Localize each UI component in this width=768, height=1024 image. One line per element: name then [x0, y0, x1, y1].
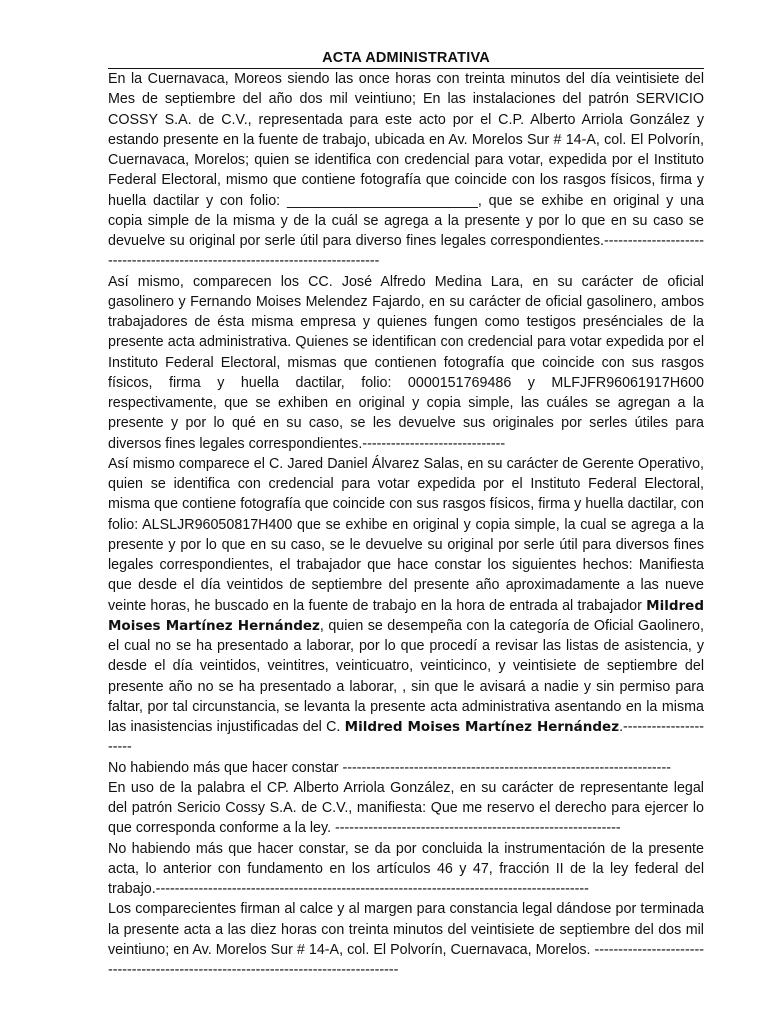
- worker-name: Mildred Moises Martínez Hernández: [344, 719, 620, 735]
- facts-text-before: Así mismo comparece el C. Jared Daniel Álvarez Salas, en su carácter de Gerente Operativo, quien se identifica con credencial para votar expedida por el Instituto Federal Electoral, misma que contiene fotografía que coincide con sus rasgos físicos, firma y huella dactilar, con folio: ALSLJR96050817H400 que se exhibe en original y copia simple, la cual se agrega a la presente y por lo que en su caso, se le devuelve su original por serle útil para diversos fines legales correspondientes, el trabajador que hace constar los siguientes hechos: Manifiesta que desde el día veintidos de septiembre del presente año aproximadamente a las nueve veinte horas, he buscado en la fuente de trabajo en la hora de entrada al trabajador: [108, 455, 704, 614]
- paragraph-nothing-more: No habiendo más que hacer constar ---------------------------------------------------------------------: [108, 759, 671, 776]
- worker-name: Mildred Moises Martínez Hernández: [108, 597, 704, 634]
- paragraph-facts: [108, 454, 704, 758]
- paragraph-witnesses: Así mismo, comparecen los CC. José Alfredo Medina Lara, en su carácter de oficial gasolinero y Fernando Moises Melendez Fajardo, en su carácter de oficial gasolinero, ambos trabajadores de ésta misma empresa y quienes fungen como testigos presénciales de la presente acta administrativa. Quienes se identifican con credencial para votar expedida por el Instituto Federal Electoral, mismas que contienen fotografía que coincide con sus rasgos físicos, firma y huella dactilar, folio: 0000151769486 y MLFJFR96061917H600 respectivamente, que se exhiben en original y copia simple, las cuáles se agregan a la presente y por lo qué en su caso, se les devuelve sus originales por serles útiles para diversos fines legales correspondientes.------------------------------: [108, 273, 704, 452]
- paragraph-conclusion: No habiendo más que hacer constar, se da por concluida la instrumentación de la presente acta, lo anterior con fundamento en los artículos 46 y 47, fracción II de la ley federal del trabajo.-------------------------------------------------------------------------------------------: [108, 840, 704, 897]
- paragraph-signatures: Los comparecientes firman al calce y al margen para constancia legal dándose por terminada la presente acta a las diez horas con treinta minutos del veintisiete de septiembre del dos mil veintiuno; en Av. Morelos Sur # 14-A, col. El Polvorín, Cuernavaca, Morelos. ------------------------------------------------------------------------------------: [108, 901, 704, 978]
- facts-text-after: .----------------------: [108, 719, 704, 756]
- facts-text-middle: , quien se desempeña con la categoría de Oficial Gaolinero, el cual no se ha presentado a laborar, por lo que procedí a revisar las listas de asistencia, y desde el día veintidos, veintitres, veinticuatro, veinticinco, y veintisiete de septiembre del presente año no se ha presentado a laborar, , sin que le avisará a nadie y sin permiso para faltar, por tal circunstancia, se levanta la presente acta administrativa asentando en la misma las inasistencias injustificadas del C.: [108, 617, 704, 735]
- document-page: [108, 48, 704, 980]
- paragraph-legal-representative: En uso de la palabra el CP. Alberto Arriola González, en su carácter de representante legal del patrón Sericio Cossy S.A. de C.V., manifiesta: Que me reservo el derecho para ejercer lo que corresponda conforme a la ley. ------------------------------------------------------------: [108, 779, 704, 837]
- paragraph-opening: En la Cuernavaca, Moreos siendo las once horas con treinta minutos del día veintisiete del Mes de septiembre del año dos mil veintiuno; En las instalaciones del patrón SERVICIO COSSY S.A. de C.V., representada para este acto por el C.P. Alberto Arriola González y estando presente en la fuente de trabajo, ubicada en Av. Morelos Sur # 14-A, col. El Polvorín, Cuernavaca, Morelos; quien se identifica con credencial para votar, expedida por el Instituto Federal Electoral, mismo que contiene fotografía que coincide con los rasgos físicos, firma y huella dactilar y con folio: ________________________, que se exhibe en original y una copia simple de la misma y de la cuál se agrega a la presente y por lo que en su caso se devuelve su original por serle útil para diverso fines legales correspondientes.------------------------------------------------------------------------------: [108, 71, 704, 270]
- document-title: ACTA ADMINISTRATIVA: [108, 48, 704, 69]
